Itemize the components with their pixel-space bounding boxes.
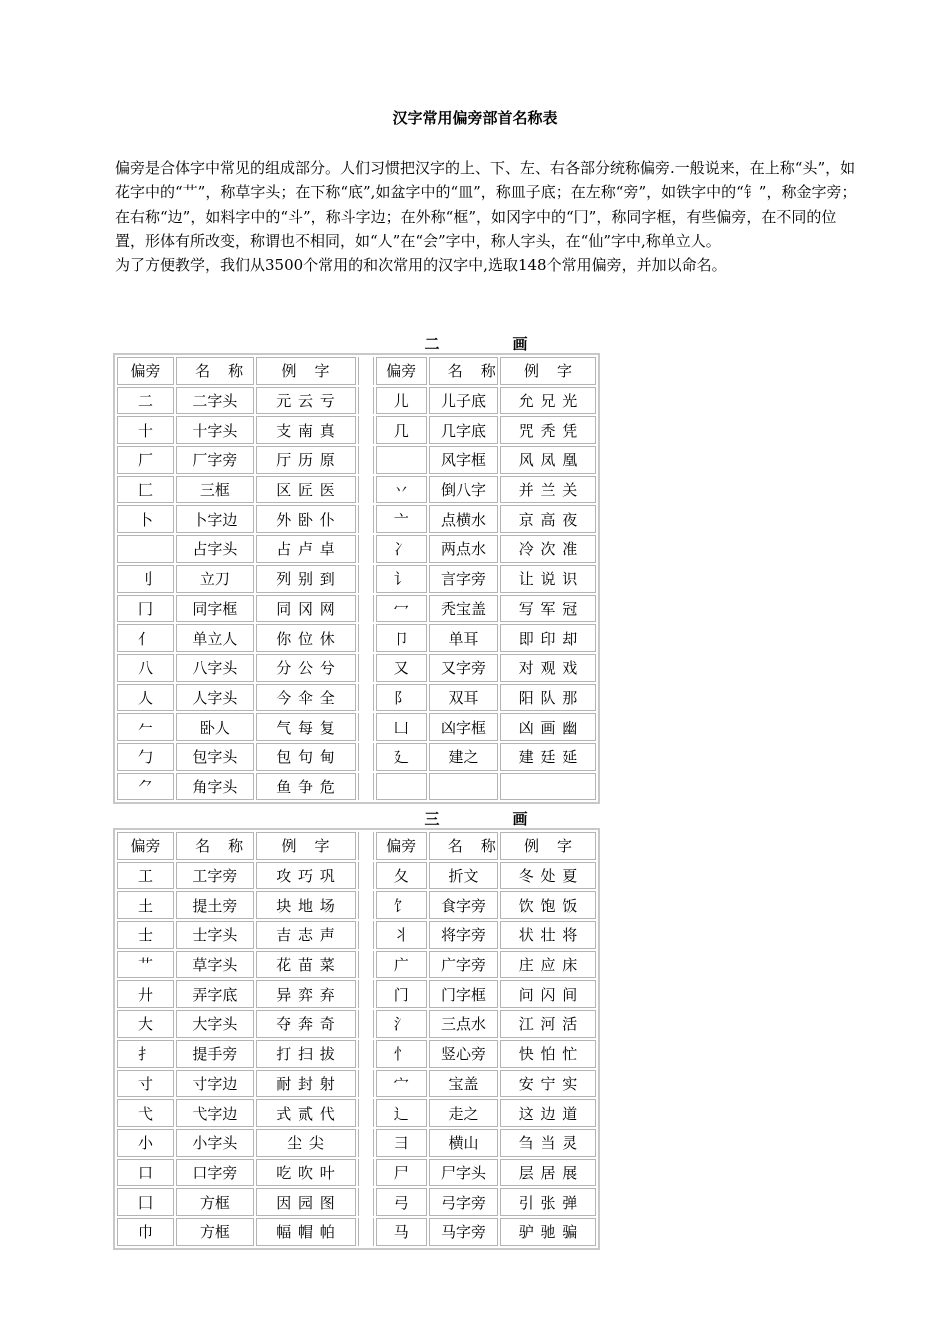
radical-cell: 辶	[376, 1099, 427, 1127]
table-row	[117, 1188, 596, 1216]
example-chars-cell: 吉志声	[256, 921, 356, 949]
table-row	[117, 535, 596, 563]
radical-name-cell: 走之	[429, 1099, 498, 1127]
table-row	[117, 654, 596, 682]
section-heading-label: 画	[512, 810, 528, 828]
table-row	[117, 476, 596, 504]
header-radical: 偏旁	[376, 832, 427, 860]
table-row	[117, 891, 596, 919]
intro-text	[115, 156, 860, 277]
radical-cell: 尸	[376, 1159, 427, 1187]
radical-name-cell: 卧人	[176, 713, 253, 741]
header-name: 名称	[429, 832, 498, 860]
radical-cell: 忄	[376, 1040, 427, 1068]
radical-cell	[376, 446, 427, 474]
table-row	[117, 743, 596, 771]
column-separator	[358, 505, 374, 533]
column-separator	[358, 357, 374, 385]
radical-cell: 凵	[376, 713, 427, 741]
table-header-row	[117, 832, 596, 860]
radical-name-cell: 将字旁	[429, 921, 498, 949]
column-separator	[358, 862, 374, 890]
column-separator	[358, 951, 374, 979]
radical-name-cell: 建之	[429, 743, 498, 771]
header-name: 名称	[429, 357, 498, 385]
radical-cell: 小	[117, 1129, 174, 1157]
radical-cell: 扌	[117, 1040, 174, 1068]
column-separator	[358, 565, 374, 593]
table-row	[117, 1159, 596, 1187]
radical-name-cell: 两点水	[429, 535, 498, 563]
table-row	[117, 1099, 596, 1127]
radical-cell: ⺈	[117, 773, 174, 801]
radical-name-cell: 点横水	[429, 505, 498, 533]
example-chars-cell: 建廷延	[500, 743, 596, 771]
example-chars-cell: 打扫拔	[256, 1040, 356, 1068]
table-row	[117, 773, 596, 801]
radical-name-cell: 提手旁	[176, 1040, 253, 1068]
example-chars-cell: 安宁实	[500, 1070, 596, 1098]
radical-name-cell: 士字头	[176, 921, 253, 949]
radical-name-cell: 言字旁	[429, 565, 498, 593]
radical-name-cell: 双耳	[429, 684, 498, 712]
radical-cell: 丷	[376, 476, 427, 504]
example-chars-cell: 刍当灵	[500, 1129, 596, 1157]
table-row	[117, 624, 596, 652]
table-row	[117, 921, 596, 949]
radical-name-cell: 弋字边	[176, 1099, 253, 1127]
example-chars-cell: 分公兮	[256, 654, 356, 682]
radical-name-cell: 食字旁	[429, 891, 498, 919]
radical-name-cell: 门字框	[429, 980, 498, 1008]
column-separator	[358, 891, 374, 919]
column-separator	[358, 654, 374, 682]
section-heading-number: 三	[424, 810, 440, 828]
intro-paragraph-1: 偏旁是合体字中常见的组成部分。人们习惯把汉字的上、下、左、右各部分统称偏旁.一般说来，在上称“头”，如花字中的“艹”，称草字头；在下称“底”,如盆字中的“皿”，称皿子底；在左称“旁”，如铁字中的“钅”，称金字旁；在右称“边”，如料字中的“斗”，称斗字边；在外称“框”，如冈字中的“冂”，称同字框，有些偏旁，在不同的位置，形体有所改变，称谓也不相同，如“人”在“会”字中，称人字头，在“仙”字中,称单立人。	[115, 159, 857, 250]
radical-cell: 门	[376, 980, 427, 1008]
radical-cell: 冂	[117, 595, 174, 623]
radical-name-cell: 横山	[429, 1129, 498, 1157]
intro-paragraph-2: 为了方便教学，我们从3500个常用的和次常用的汉字中,选取148个常用偏旁，并加以命名。	[115, 256, 727, 275]
example-chars-cell: 厅历原	[256, 446, 356, 474]
radical-cell: 宀	[376, 1070, 427, 1098]
radical-cell: 又	[376, 654, 427, 682]
radical-name-cell: 十字头	[176, 416, 253, 444]
header-name: 名称	[176, 357, 253, 385]
radical-name-cell: 立刀	[176, 565, 253, 593]
table-row	[117, 1010, 596, 1038]
example-chars-cell: 江河活	[500, 1010, 596, 1038]
radical-cell: 𠂉	[117, 713, 174, 741]
radical-name-cell: 风字框	[429, 446, 498, 474]
example-chars-cell: 层居展	[500, 1159, 596, 1187]
column-separator	[358, 921, 374, 949]
column-separator	[358, 446, 374, 474]
radical-name-cell: 小字头	[176, 1129, 253, 1157]
radical-cell: 丬	[376, 921, 427, 949]
example-chars-cell: 即印却	[500, 624, 596, 652]
radical-name-cell: 方框	[176, 1218, 253, 1246]
example-chars-cell: 状壮将	[500, 921, 596, 949]
header-examples: 例字	[500, 357, 596, 385]
radical-cell: 大	[117, 1010, 174, 1038]
example-chars-cell: 写军冠	[500, 595, 596, 623]
header-examples: 例字	[256, 832, 356, 860]
radical-name-cell: 厂字旁	[176, 446, 253, 474]
table-row	[117, 446, 596, 474]
header-examples: 例字	[256, 357, 356, 385]
radical-cell: 刂	[117, 565, 174, 593]
column-separator	[358, 1129, 374, 1157]
table-row	[117, 713, 596, 741]
radical-cell: 弓	[376, 1188, 427, 1216]
radical-cell: 讠	[376, 565, 427, 593]
example-chars-cell: 鱼争危	[256, 773, 356, 801]
radical-name-cell: 三点水	[429, 1010, 498, 1038]
radical-name-cell: 儿子底	[429, 387, 498, 415]
radical-cell: 饣	[376, 891, 427, 919]
radical-name-cell: 八字头	[176, 654, 253, 682]
radical-table-three-strokes	[113, 828, 600, 1250]
radical-cell: 土	[117, 891, 174, 919]
radical-cell: 厂	[117, 446, 174, 474]
radical-name-cell: 马字旁	[429, 1218, 498, 1246]
column-separator	[358, 684, 374, 712]
example-chars-cell: 区匠医	[256, 476, 356, 504]
example-chars-cell: 支南真	[256, 416, 356, 444]
radical-name-cell: 宝盖	[429, 1070, 498, 1098]
column-separator	[358, 476, 374, 504]
example-chars-cell: 问闪间	[500, 980, 596, 1008]
example-chars-cell: 你位休	[256, 624, 356, 652]
table-row	[117, 416, 596, 444]
radical-cell: 弋	[117, 1099, 174, 1127]
radical-cell: 八	[117, 654, 174, 682]
radical-name-cell: 二字头	[176, 387, 253, 415]
radical-cell: 工	[117, 862, 174, 890]
example-chars-cell: 尘尖	[256, 1129, 356, 1157]
column-separator	[358, 1218, 374, 1246]
example-chars-cell: 占卢卓	[256, 535, 356, 563]
radical-cell: 寸	[117, 1070, 174, 1098]
example-chars-cell: 今伞全	[256, 684, 356, 712]
example-chars-cell: 庄应床	[500, 951, 596, 979]
radical-name-cell: 倒八字	[429, 476, 498, 504]
radical-cell: 人	[117, 684, 174, 712]
radical-name-cell: 卜字边	[176, 505, 253, 533]
table-row	[117, 565, 596, 593]
header-radical: 偏旁	[117, 357, 174, 385]
radical-name-cell: 单立人	[176, 624, 253, 652]
example-chars-cell: 外卧仆	[256, 505, 356, 533]
table-row	[117, 1129, 596, 1157]
radical-table-two-strokes	[113, 353, 600, 804]
example-chars-cell: 元云亏	[256, 387, 356, 415]
example-chars-cell: 列别到	[256, 565, 356, 593]
column-separator	[358, 1070, 374, 1098]
radical-cell: 广	[376, 951, 427, 979]
radical-name-cell: 寸字边	[176, 1070, 253, 1098]
radical-name-cell: 口字旁	[176, 1159, 253, 1187]
radical-cell	[117, 535, 174, 563]
example-chars-cell: 引张弹	[500, 1188, 596, 1216]
example-chars-cell: 对观戏	[500, 654, 596, 682]
radical-name-cell: 三框	[176, 476, 253, 504]
column-separator	[358, 1188, 374, 1216]
example-chars-cell	[500, 773, 596, 801]
radical-name-cell: 人字头	[176, 684, 253, 712]
table-header-row	[117, 357, 596, 385]
radical-cell: 艹	[117, 951, 174, 979]
table-row	[117, 684, 596, 712]
column-separator	[358, 1099, 374, 1127]
column-separator	[358, 713, 374, 741]
radical-cell: 口	[117, 1159, 174, 1187]
section-heading-three-strokes	[408, 808, 544, 829]
radical-cell: 巾	[117, 1218, 174, 1246]
radical-name-cell: 单耳	[429, 624, 498, 652]
radical-cell: 廴	[376, 743, 427, 771]
radical-cell: 亻	[117, 624, 174, 652]
table-row	[117, 951, 596, 979]
example-chars-cell: 风凤凰	[500, 446, 596, 474]
example-chars-cell: 并兰关	[500, 476, 596, 504]
example-chars-cell: 驴驰骗	[500, 1218, 596, 1246]
column-separator	[358, 832, 374, 860]
radical-name-cell: 广字旁	[429, 951, 498, 979]
radical-name-cell: 提土旁	[176, 891, 253, 919]
column-separator	[358, 416, 374, 444]
example-chars-cell: 同冈网	[256, 595, 356, 623]
radical-name-cell: 占字头	[176, 535, 253, 563]
example-chars-cell: 夺奔奇	[256, 1010, 356, 1038]
header-radical: 偏旁	[117, 832, 174, 860]
radical-name-cell: 尸字头	[429, 1159, 498, 1187]
example-chars-cell: 凶画幽	[500, 713, 596, 741]
radical-cell: 匚	[117, 476, 174, 504]
radical-name-cell: 又字旁	[429, 654, 498, 682]
page-title: 汉字常用偏旁部首名称表	[392, 109, 558, 127]
radical-name-cell: 弄字底	[176, 980, 253, 1008]
column-separator	[358, 1010, 374, 1038]
radical-cell: 几	[376, 416, 427, 444]
radical-cell: 夂	[376, 862, 427, 890]
table-row	[117, 862, 596, 890]
example-chars-cell: 冬处夏	[500, 862, 596, 890]
section-heading-label: 画	[512, 335, 528, 353]
radical-name-cell: 几字底	[429, 416, 498, 444]
table-row	[117, 1070, 596, 1098]
column-separator	[358, 743, 374, 771]
example-chars-cell: 耐封射	[256, 1070, 356, 1098]
example-chars-cell: 允兄光	[500, 387, 596, 415]
example-chars-cell: 因园图	[256, 1188, 356, 1216]
radical-name-cell: 弓字旁	[429, 1188, 498, 1216]
radical-cell: 氵	[376, 1010, 427, 1038]
example-chars-cell: 包句甸	[256, 743, 356, 771]
example-chars-cell: 饮饱饭	[500, 891, 596, 919]
radical-cell: 亠	[376, 505, 427, 533]
column-separator	[358, 1040, 374, 1068]
column-separator	[358, 624, 374, 652]
example-chars-cell: 咒秃凭	[500, 416, 596, 444]
radical-cell: 廾	[117, 980, 174, 1008]
example-chars-cell: 阳队那	[500, 684, 596, 712]
example-chars-cell: 异弈弃	[256, 980, 356, 1008]
table-row	[117, 595, 596, 623]
radical-name-cell: 大字头	[176, 1010, 253, 1038]
example-chars-cell: 块地场	[256, 891, 356, 919]
radical-cell: 二	[117, 387, 174, 415]
radical-name-cell: 包字头	[176, 743, 253, 771]
radical-cell: 勹	[117, 743, 174, 771]
radical-cell	[376, 773, 427, 801]
example-chars-cell: 式贰代	[256, 1099, 356, 1127]
example-chars-cell: 幅帽帕	[256, 1218, 356, 1246]
column-separator	[358, 595, 374, 623]
header-name: 名称	[176, 832, 253, 860]
radical-cell: 冫	[376, 535, 427, 563]
example-chars-cell: 气每复	[256, 713, 356, 741]
radical-name-cell: 工字旁	[176, 862, 253, 890]
radical-cell: 囗	[117, 1188, 174, 1216]
radical-cell: 阝	[376, 684, 427, 712]
radical-name-cell: 方框	[176, 1188, 253, 1216]
radical-name-cell	[429, 773, 498, 801]
section-heading-number: 二	[424, 335, 440, 353]
example-chars-cell: 这边道	[500, 1099, 596, 1127]
radical-cell: 士	[117, 921, 174, 949]
radical-name-cell: 折文	[429, 862, 498, 890]
radical-name-cell: 同字框	[176, 595, 253, 623]
radical-cell: 冖	[376, 595, 427, 623]
example-chars-cell: 让说识	[500, 565, 596, 593]
table-row	[117, 1040, 596, 1068]
radical-cell: 卜	[117, 505, 174, 533]
radical-name-cell: 草字头	[176, 951, 253, 979]
example-chars-cell: 京高夜	[500, 505, 596, 533]
example-chars-cell: 攻巧巩	[256, 862, 356, 890]
radical-cell: 彐	[376, 1129, 427, 1157]
table-row	[117, 387, 596, 415]
column-separator	[358, 535, 374, 563]
radical-name-cell: 凶字框	[429, 713, 498, 741]
radical-cell: 儿	[376, 387, 427, 415]
header-radical: 偏旁	[376, 357, 427, 385]
radical-cell: 马	[376, 1218, 427, 1246]
example-chars-cell: 快怕忙	[500, 1040, 596, 1068]
table-row	[117, 505, 596, 533]
radical-cell: 十	[117, 416, 174, 444]
radical-name-cell: 秃宝盖	[429, 595, 498, 623]
example-chars-cell: 花苗菜	[256, 951, 356, 979]
radical-name-cell: 竖心旁	[429, 1040, 498, 1068]
table-row	[117, 980, 596, 1008]
column-separator	[358, 980, 374, 1008]
header-examples: 例字	[500, 832, 596, 860]
column-separator	[358, 773, 374, 801]
example-chars-cell: 吃吹叶	[256, 1159, 356, 1187]
column-separator	[358, 1159, 374, 1187]
radical-cell: 卩	[376, 624, 427, 652]
table-row	[117, 1218, 596, 1246]
column-separator	[358, 387, 374, 415]
radical-name-cell: 角字头	[176, 773, 253, 801]
example-chars-cell: 冷次准	[500, 535, 596, 563]
section-heading-two-strokes	[408, 333, 544, 354]
